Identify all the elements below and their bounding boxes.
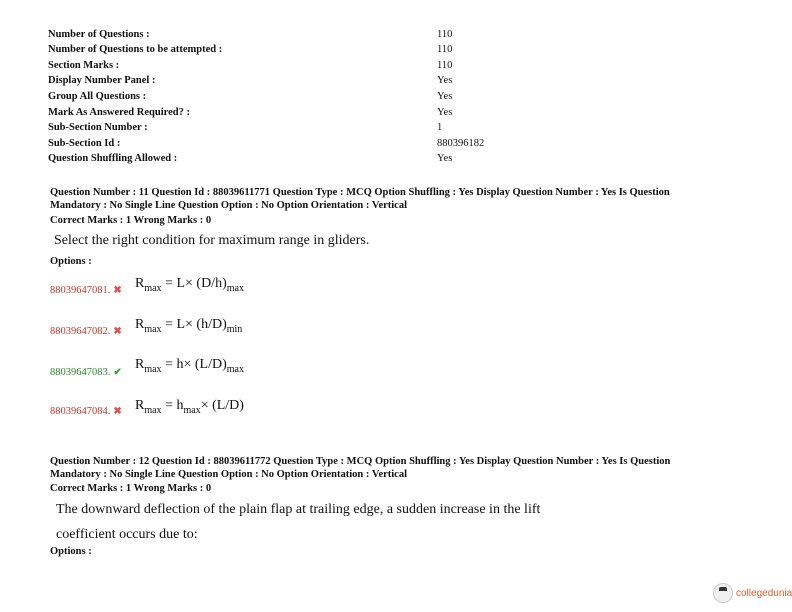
value-question-shuffling: Yes bbox=[437, 153, 453, 164]
q11-header-line2: Mandatory : No Single Line Question Option : No Option Orientation : Vertical bbox=[50, 200, 408, 211]
check-icon: ✔ bbox=[113, 367, 122, 378]
q11-option-1-id: 88039647081. ✖ bbox=[50, 285, 122, 296]
q11-option-1-formula: $R_{max} = L\times (D/h)_{max}$ bbox=[135, 276, 244, 294]
label-questions-to-attempt: Number of Questions to be attempted : bbox=[48, 44, 223, 55]
value-questions-to-attempt: 110 bbox=[437, 44, 453, 55]
q11-option-2-formula: $R_{max} = L\times (h/D)_{min}$ bbox=[135, 317, 243, 335]
q11-question-text: Select the right condition for maximum range in gliders. bbox=[54, 233, 370, 248]
value-sub-section-id: 880396182 bbox=[437, 138, 485, 149]
label-display-number-panel: Display Number Panel : bbox=[48, 75, 156, 86]
q11-marks: Correct Marks : 1 Wrong Marks : 0 bbox=[50, 215, 212, 226]
label-sub-section-id: Sub-Section Id : bbox=[48, 138, 121, 149]
q11-option-3-formula: $R_{max} = h\times (L/D)_{max}$ bbox=[135, 357, 244, 375]
cross-icon: ✖ bbox=[113, 406, 122, 417]
q11-option-4-formula: $R_{max} = h_{max}\times (L/D)$ bbox=[135, 398, 244, 416]
cross-icon: ✖ bbox=[113, 326, 122, 337]
q12-question-text-line1: The downward deflection of the plain flap at trailing edge, a sudden increase in the lift bbox=[56, 502, 541, 517]
label-sub-section-number: Sub-Section Number : bbox=[48, 122, 148, 133]
label-mark-as-answered: Mark As Answered Required? : bbox=[48, 107, 190, 118]
value-number-of-questions: 110 bbox=[437, 29, 453, 40]
q12-marks: Correct Marks : 1 Wrong Marks : 0 bbox=[50, 483, 212, 494]
value-group-all-questions: Yes bbox=[437, 91, 453, 102]
label-number-of-questions: Number of Questions : bbox=[48, 29, 150, 40]
q11-option-2-id: 88039647082. ✖ bbox=[50, 326, 122, 337]
label-section-marks: Section Marks : bbox=[48, 60, 120, 71]
q12-header bbox=[50, 455, 750, 481]
label-question-shuffling: Question Shuffling Allowed : bbox=[48, 153, 178, 164]
q11-header-line1: Question Number : 11 Question Id : 88039611771 Question Type : MCQ Option Shuffling : Yes Display Question Number : Yes Is Question bbox=[50, 187, 670, 198]
cross-icon: ✖ bbox=[113, 285, 122, 296]
q11-option-3-id: 88039647083. ✔ bbox=[50, 367, 122, 378]
label-group-all-questions: Group All Questions : bbox=[48, 91, 147, 102]
q12-header-line2: Mandatory : No Single Line Question Option : No Option Orientation : Vertical bbox=[50, 469, 408, 480]
value-display-number-panel: Yes bbox=[437, 75, 453, 86]
collegedunia-logo bbox=[713, 583, 792, 603]
value-section-marks: 110 bbox=[437, 60, 453, 71]
logo-text: collegedunia bbox=[736, 587, 792, 599]
q11-option-4-id: 88039647084. ✖ bbox=[50, 406, 122, 417]
value-mark-as-answered: Yes bbox=[437, 107, 453, 118]
q12-header-line1: Question Number : 12 Question Id : 88039611772 Question Type : MCQ Option Shuffling : Yes Display Question Number : Yes Is Question bbox=[50, 456, 671, 467]
q11-options-label: Options : bbox=[50, 256, 92, 267]
mascot-icon bbox=[713, 583, 733, 603]
q11-header bbox=[50, 186, 750, 212]
q12-question-text-line2: coefficient occurs due to: bbox=[56, 527, 198, 542]
value-sub-section-number: 1 bbox=[437, 122, 443, 133]
q12-options-label: Options : bbox=[50, 546, 92, 557]
